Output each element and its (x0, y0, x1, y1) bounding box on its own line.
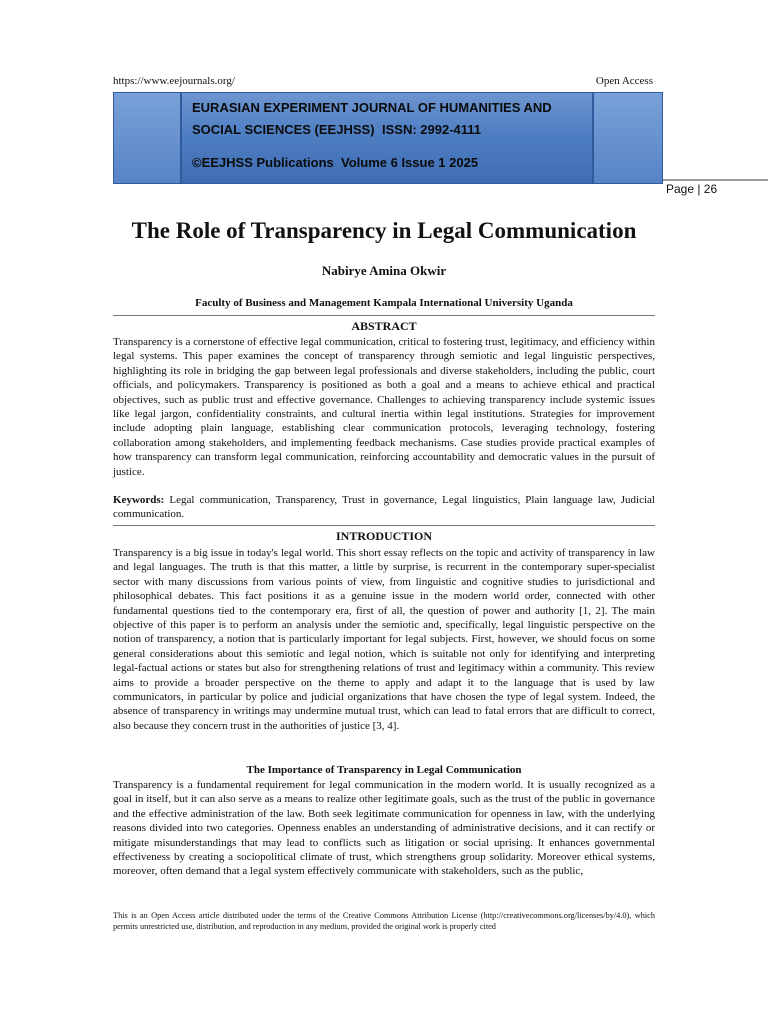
journal-url-link[interactable]: https://www.eejournals.org/ (113, 75, 235, 87)
page-header (113, 75, 653, 89)
journal-banner (113, 92, 663, 184)
keywords-label: Keywords: (113, 494, 165, 506)
introduction-heading: INTRODUCTION (335, 529, 432, 543)
keywords (113, 493, 655, 522)
importance-subheading: The Importance of Transparency in Legal Communication (246, 764, 522, 776)
abstract-text: Transparency is a cornerstone of effective legal communication, critical to fostering trust, legitimacy, and efficiency within legal systems. This paper examines the concept of transparency through semiotic and legal linguistic perspectives, highlighting its role in bridging the gap between legal professionals and diverse stakeholders, including the public, court officials, and policymakers. Transparency is positioned as both a goal and a means to achieve ethical and practical objectives, such as public trust and effective governance. Challenges to achieving transparency include systemic issues like legal jargon, confidentiality constraints, and cultural inertia within legal institutions. Strategies for improvement include adopting plain language, establishing clear communication protocols, leveraging technology, fostering collaboration among stakeholders, and implementing feedback mechanisms. Case studies provide practical examples of how transparency can transform legal communication, reinforcing accountability and democratic values in the pursuit of justice. (113, 336, 655, 478)
license-footer: This is an Open Access article distributed under the terms of the Creative Commons Attribution License (http://creativecommons.org/licenses/by/4.0), which permits unrestricted use, distribution, and reproduction in any medium, provided the original work is properly cited (113, 911, 655, 931)
journal-name-line1: EURASIAN EXPERIMENT JOURNAL OF HUMANITIES AND (192, 100, 552, 115)
keywords-list: Legal communication, Transparency, Trust in governance, Legal linguistics, Plain language law, Judicial communication. (113, 494, 655, 521)
introduction-text: Transparency is a big issue in today's legal world. This short essay reflects on the topic and activity of transparency in law and legal languages. The truth is that this matter, a little by surprise, is recurrent in the contemporary super-specialist sector with many discussions from various points of view, from linguistic and cognitive studies to jurisdictional and philosophical debates. This fact positions it as a genuine issue in the modern world order, connected with other fundamental questions tied to the contemporary era, first of all, the question of power and authority [1, 2]. The main objective of this paper is to perform an analysis under the semiotic and, specifically, legal linguistic perspective on the notion of transparency, a notion that is particularly important for legal subjects. First, however, we should focus on some general considerations about this semiotic and legal notion, which is suitable not only for identifying and interpreting legal-factual actions or states but also for strengthening relations of trust and legitimacy within a community. This review aims to provide a broader perspective on the theme to apply and adapt it to the language that is used by law communicators, in particular by police and judicial organizations that have chosen the type of legal system. Indeed, the absence of transparency in writings may undermine mutual trust, which can lead to fatal errors that are difficult to correct, also because they concern trust in the authorities of justice [3, 4]. (113, 547, 655, 732)
page-number: Page | 26 (666, 182, 718, 196)
importance-text: Transparency is a fundamental requirement for legal communication in the modern world. It is usually recognized as a goal in itself, but it can also serve as a means to realize other legitimate goals, such as the trust of the public in governance and the effective administration of the law. Both seek legitimate communication for openness in law, with the underlying reasons divided into two categories. Openness enables an understanding of administrative decisions, and it can rectify or mitigate misunderstandings that may lead to conflicts such as litigation or social uprising. It enhances governmental effectiveness by creating a sociopolitical climate of trust, which strengthens group solidarity. Moreover ethical systems, moreover, often demand that a legal system effectively communicate with stakeholders, such as the public, (113, 779, 655, 878)
journal-issn: ISSN: 2992-4111 (382, 122, 482, 137)
volume-issue: Volume 6 Issue 1 2025 (341, 155, 479, 170)
article-author: Nabirye Amina Okwir (321, 263, 447, 278)
journal-name-line2: SOCIAL SCIENCES (EEJHSS) (192, 122, 375, 137)
banner-right-block (592, 93, 662, 183)
banner-left-block (114, 93, 182, 183)
abstract-heading: ABSTRACT (351, 319, 417, 333)
abstract-top-rule (113, 315, 655, 316)
open-access-label: Open Access (595, 75, 653, 87)
author-affiliation: Faculty of Business and Management Kampala International University Uganda (195, 297, 573, 309)
publisher-label: ©EEJHSS Publications (192, 155, 334, 170)
page-number-rule (663, 179, 768, 181)
article-title: The Role of Transparency in Legal Communication (131, 218, 637, 243)
intro-top-rule (113, 525, 655, 526)
